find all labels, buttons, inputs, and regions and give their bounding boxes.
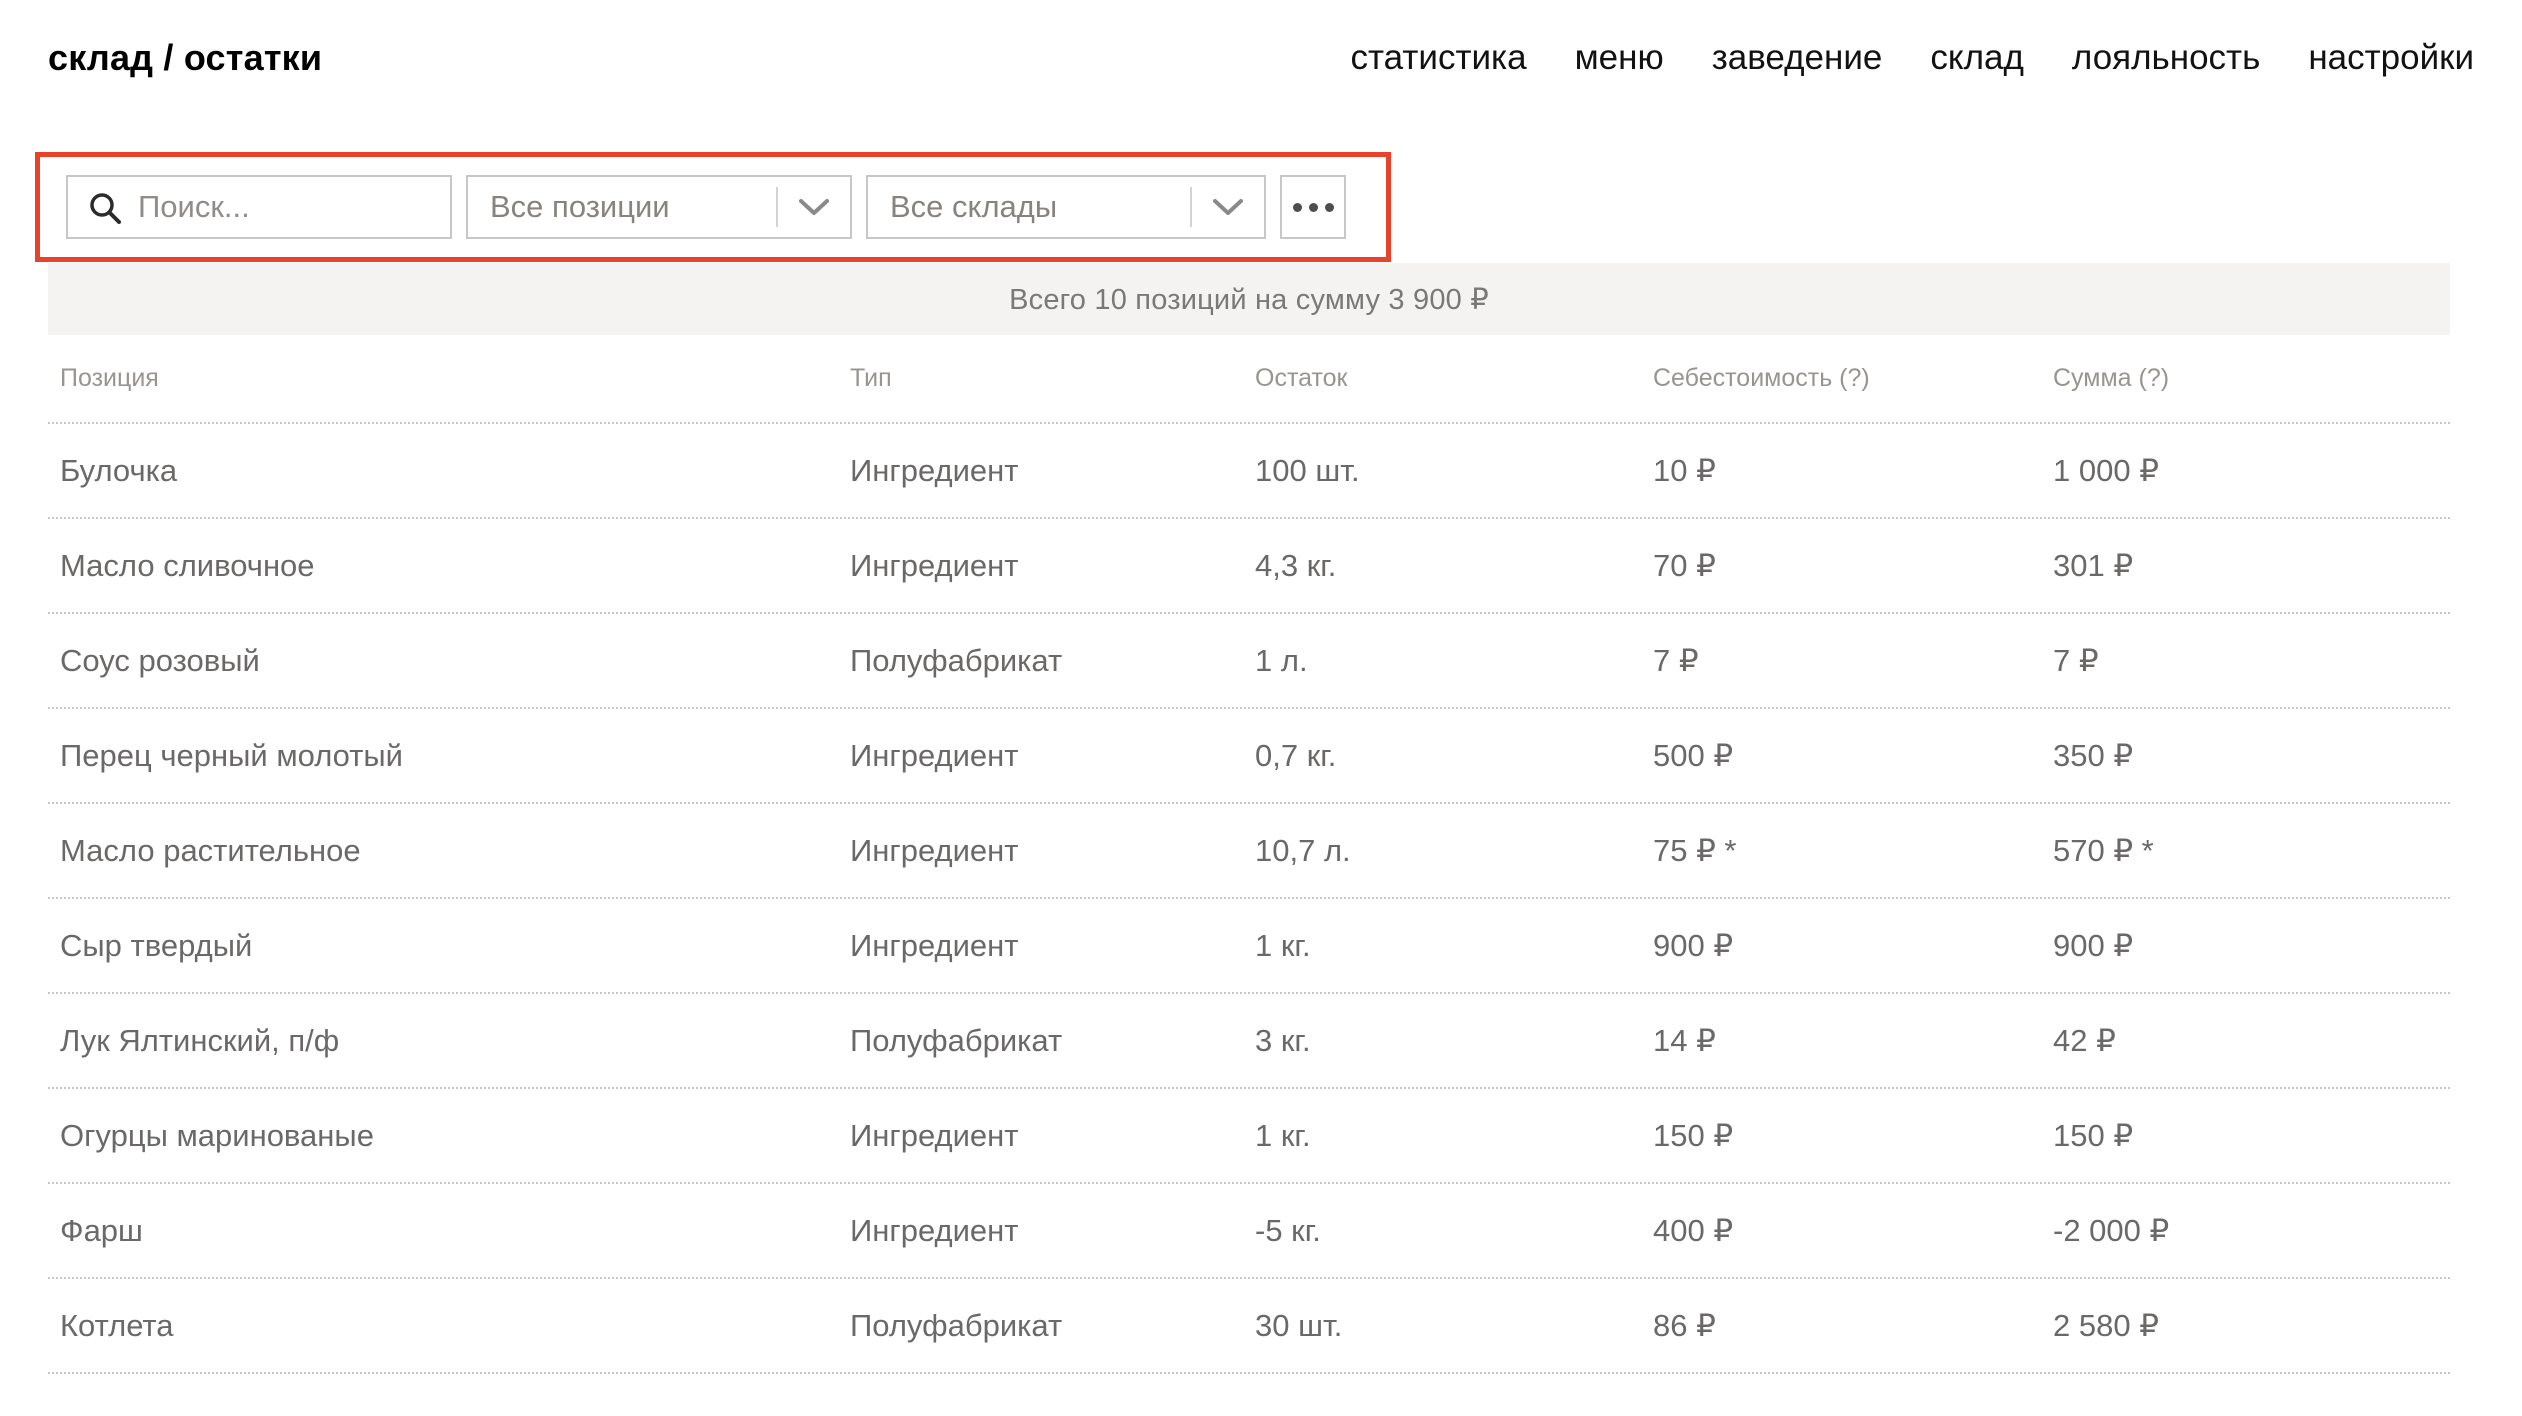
nav-item-loyalty[interactable]: лояльность <box>2071 38 2261 77</box>
stock-table <box>48 335 2450 1374</box>
cell-stock: 4,3 кг. <box>1255 547 1337 583</box>
warehouses-dropdown-value: Все склады <box>890 189 1058 224</box>
cell-cost: 75 ₽ * <box>1653 832 1737 868</box>
summary-bar <box>48 263 2450 335</box>
cell-stock: 1 л. <box>1255 642 1308 678</box>
cell-stock: 3 кг. <box>1255 1022 1311 1058</box>
filter-highlight-box <box>35 152 1391 262</box>
cell-type: Ингредиент <box>850 737 1019 773</box>
cell-position: Перец черный молотый <box>60 737 403 773</box>
table-row[interactable] <box>48 709 2450 804</box>
cell-sum: 42 ₽ <box>2053 1022 2116 1058</box>
cell-cost: 10 ₽ <box>1653 452 1716 488</box>
cell-position: Фарш <box>60 1212 143 1248</box>
top-nav <box>1351 38 2474 78</box>
cell-position: Соус розовый <box>60 642 260 678</box>
cell-sum: 900 ₽ <box>2053 927 2134 963</box>
more-options-button[interactable] <box>1280 175 1346 239</box>
cell-cost: 7 ₽ <box>1653 642 1699 678</box>
cell-cost: 86 ₽ <box>1653 1307 1716 1343</box>
cell-position: Сыр твердый <box>60 927 253 963</box>
nav-item-venue[interactable]: заведение <box>1711 38 1883 77</box>
cell-position: Котлета <box>60 1307 174 1343</box>
column-header-type: Тип <box>850 364 892 392</box>
cell-sum: 150 ₽ <box>2053 1117 2134 1153</box>
column-header-position: Позиция <box>60 364 159 392</box>
table-row[interactable] <box>48 1089 2450 1184</box>
cell-position: Масло сливочное <box>60 547 315 583</box>
table-row[interactable] <box>48 994 2450 1089</box>
header <box>0 0 2522 116</box>
cell-cost: 14 ₽ <box>1653 1022 1716 1058</box>
nav-item-settings[interactable]: настройки <box>2308 38 2474 77</box>
cell-sum: 301 ₽ <box>2053 547 2134 583</box>
cell-sum: -2 000 ₽ <box>2053 1212 2170 1248</box>
cell-cost: 400 ₽ <box>1653 1212 1734 1248</box>
cell-type: Ингредиент <box>850 927 1019 963</box>
search-input[interactable] <box>68 177 450 237</box>
cell-stock: 1 кг. <box>1255 1117 1311 1153</box>
cell-type: Ингредиент <box>850 1212 1019 1248</box>
column-header-cost: Себестоимость (?) <box>1653 364 1870 392</box>
cell-cost: 500 ₽ <box>1653 737 1734 773</box>
cell-stock: 100 шт. <box>1255 452 1360 488</box>
cell-sum: 1 000 ₽ <box>2053 452 2159 488</box>
cell-type: Полуфабрикат <box>850 1022 1063 1058</box>
table-row[interactable] <box>48 1184 2450 1279</box>
cell-stock: 0,7 кг. <box>1255 737 1337 773</box>
cell-type: Ингредиент <box>850 1117 1019 1153</box>
nav-item-warehouse[interactable]: склад <box>1930 38 2024 77</box>
positions-dropdown-value: Все позиции <box>490 189 670 224</box>
cell-cost: 900 ₽ <box>1653 927 1734 963</box>
nav-item-statistics[interactable]: статистика <box>1350 38 1527 77</box>
chevron-down-icon <box>778 198 850 216</box>
column-header-stock: Остаток <box>1255 364 1348 392</box>
cell-type: Ингредиент <box>850 452 1019 488</box>
cell-sum: 570 ₽ * <box>2053 832 2154 868</box>
cell-stock: 10,7 л. <box>1255 832 1351 868</box>
ellipsis-icon <box>1293 203 1334 212</box>
table-row[interactable] <box>48 899 2450 994</box>
cell-cost: 70 ₽ <box>1653 547 1716 583</box>
page-title: склад / остатки <box>48 37 323 78</box>
table-row[interactable] <box>48 614 2450 709</box>
nav-item-menu[interactable]: меню <box>1574 38 1664 77</box>
table-header-row <box>48 335 2450 424</box>
cell-position: Огурцы маринованые <box>60 1117 374 1153</box>
table-row[interactable] <box>48 1279 2450 1374</box>
cell-type: Полуфабрикат <box>850 1307 1063 1343</box>
column-header-sum: Сумма (?) <box>2053 364 2170 392</box>
table-row[interactable] <box>48 424 2450 519</box>
chevron-down-icon <box>1192 198 1264 216</box>
summary-text: Всего 10 позиций на сумму 3 900 ₽ <box>1009 283 1489 316</box>
cell-stock: -5 кг. <box>1255 1212 1321 1248</box>
cell-position: Булочка <box>60 452 178 488</box>
search-icon <box>88 191 124 227</box>
cell-sum: 7 ₽ <box>2053 642 2099 678</box>
cell-type: Полуфабрикат <box>850 642 1063 678</box>
positions-dropdown[interactable] <box>466 175 852 239</box>
table-row[interactable] <box>48 804 2450 899</box>
cell-position: Масло растительное <box>60 832 361 868</box>
cell-type: Ингредиент <box>850 547 1019 583</box>
cell-cost: 150 ₽ <box>1653 1117 1734 1153</box>
cell-stock: 30 шт. <box>1255 1307 1343 1343</box>
warehouses-dropdown[interactable] <box>866 175 1266 239</box>
cell-sum: 350 ₽ <box>2053 737 2134 773</box>
cell-type: Ингредиент <box>850 832 1019 868</box>
search-box[interactable] <box>66 175 452 239</box>
table-row[interactable] <box>48 519 2450 614</box>
cell-stock: 1 кг. <box>1255 927 1311 963</box>
cell-position: Лук Ялтинский, п/ф <box>60 1022 340 1058</box>
cell-sum: 2 580 ₽ <box>2053 1307 2159 1343</box>
